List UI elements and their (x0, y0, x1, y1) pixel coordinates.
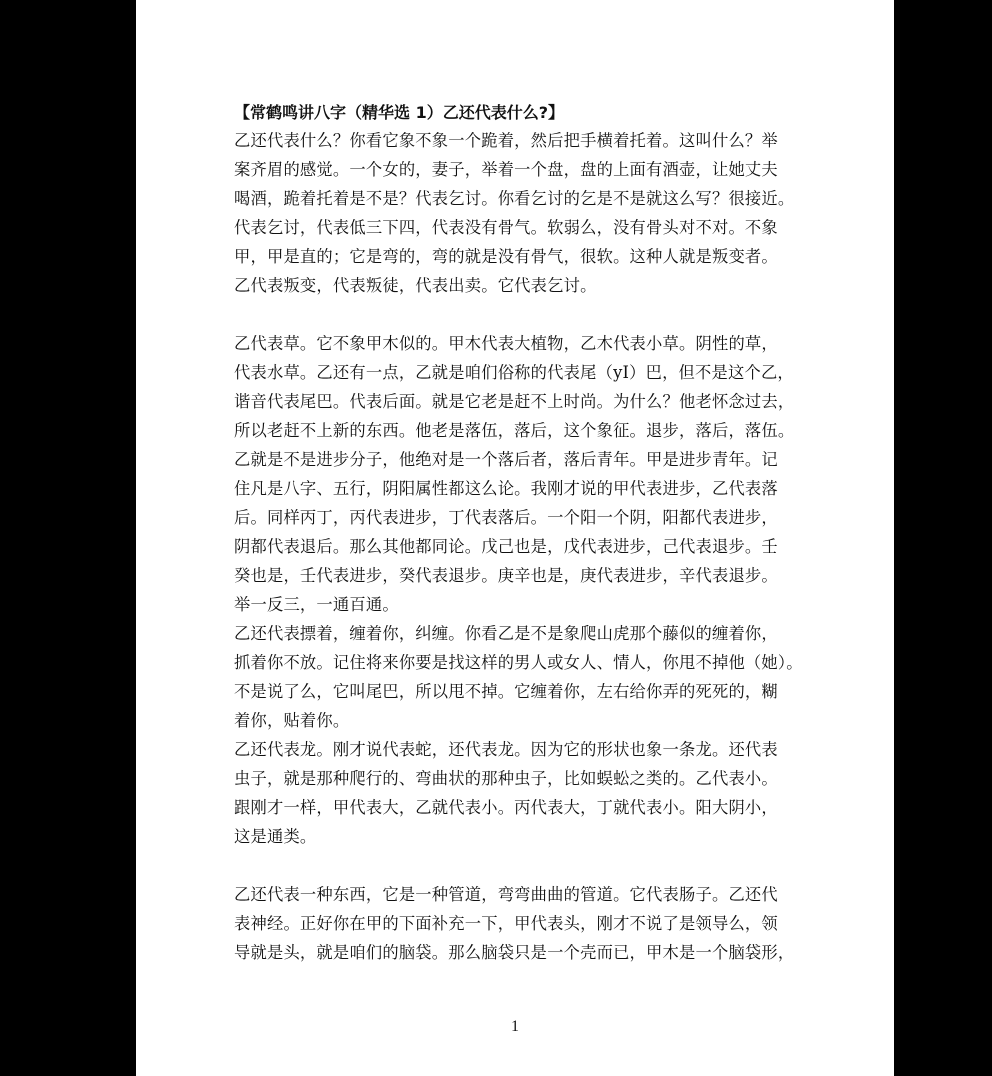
document-page (136, 0, 894, 1076)
text-line: 乙代表叛变，代表叛徒，代表出卖。它代表乞讨。 (234, 276, 597, 295)
paragraph-gap (234, 851, 836, 880)
text-line: 跟刚才一样，甲代表大，乙就代表小。丙代表大，丁就代表小。阳大阴小， (234, 798, 778, 817)
text-line: 举一反三，一通百通。 (234, 595, 399, 614)
document-body (234, 100, 836, 967)
page-number: 1 (511, 1018, 519, 1035)
text-line: 乙就是不是进步分子，他绝对是一个落后者，落后青年。甲是进步青年。记 (234, 450, 778, 469)
text-line: 不是说了么，它叫尾巴，所以甩不掉。它缠着你，左右给你弄的死死的，糊 (234, 682, 778, 701)
document-text (234, 126, 836, 967)
paragraph-gap (234, 300, 836, 329)
text-line: 导就是头，就是咱们的脑袋。那么脑袋只是一个壳而已，甲木是一个脑袋形， (234, 943, 795, 962)
text-line: 案齐眉的感觉。一个女的，妻子，举着一个盘，盘的上面有酒壶，让她丈夫 (234, 160, 778, 179)
text-line: 虫子，就是那种爬行的、弯曲状的那种虫子，比如蜈蚣之类的。乙代表小。 (234, 769, 778, 788)
text-line: 所以老赶不上新的东西。他老是落伍，落后，这个象征。退步，落后，落伍。 (234, 421, 795, 440)
text-line: 代表水草。乙还有一点，乙就是咱们俗称的代表尾（yI）巴，但不是这个乙， (234, 363, 794, 382)
document-title: 【常鹤鸣讲八字（精华选 1）乙还代表什么?】 (234, 103, 564, 122)
text-line: 代表乞讨，代表低三下四，代表没有骨气。软弱么，没有骨头对不对。不象 (234, 218, 778, 237)
text-line: 阴都代表退后。那么其他都同论。戊己也是，戊代表进步，己代表退步。壬 (234, 537, 778, 556)
text-line: 住凡是八字、五行，阴阳属性都这么论。我刚才说的甲代表进步，乙代表落 (234, 479, 778, 498)
text-line: 抓着你不放。记住将来你要是找这样的男人或女人、情人，你甩不掉他（她）。 (234, 653, 803, 672)
text-line: 喝酒，跪着托着是不是？代表乞讨。你看乞讨的乞是不是就这么写？很接近。 (234, 189, 795, 208)
text-line: 表神经。正好你在甲的下面补充一下，甲代表头，刚才不说了是领导么，领 (234, 914, 778, 933)
text-line: 乙还代表龙。刚才说代表蛇，还代表龙。因为它的形状也象一条龙。还代表 (234, 740, 778, 759)
text-line: 乙还代表摽着，缠着你，纠缠。你看乙是不是象爬山虎那个藤似的缠着你， (234, 624, 778, 643)
text-line: 这是通类。 (234, 827, 317, 846)
text-line: 后。同样丙丁，丙代表进步，丁代表落后。一个阳一个阴，阳都代表进步， (234, 508, 778, 527)
text-line: 乙还代表什么？你看它象不象一个跪着，然后把手横着托着。这叫什么？举 (234, 131, 778, 150)
text-line: 乙代表草。它不象甲木似的。甲木代表大植物，乙木代表小草。阴性的草， (234, 334, 778, 353)
text-line: 甲，甲是直的；它是弯的，弯的就是没有骨气，很软。这种人就是叛变者。 (234, 247, 778, 266)
text-line: 癸也是，壬代表进步，癸代表退步。庚辛也是，庚代表进步，辛代表退步。 (234, 566, 778, 585)
text-line: 谐音代表尾巴。代表后面。就是它老是赶不上时尚。为什么？他老怀念过去， (234, 392, 795, 411)
text-line: 乙还代表一种东西，它是一种管道，弯弯曲曲的管道。它代表肠子。乙还代 (234, 885, 778, 904)
text-line: 着你，贴着你。 (234, 711, 350, 730)
